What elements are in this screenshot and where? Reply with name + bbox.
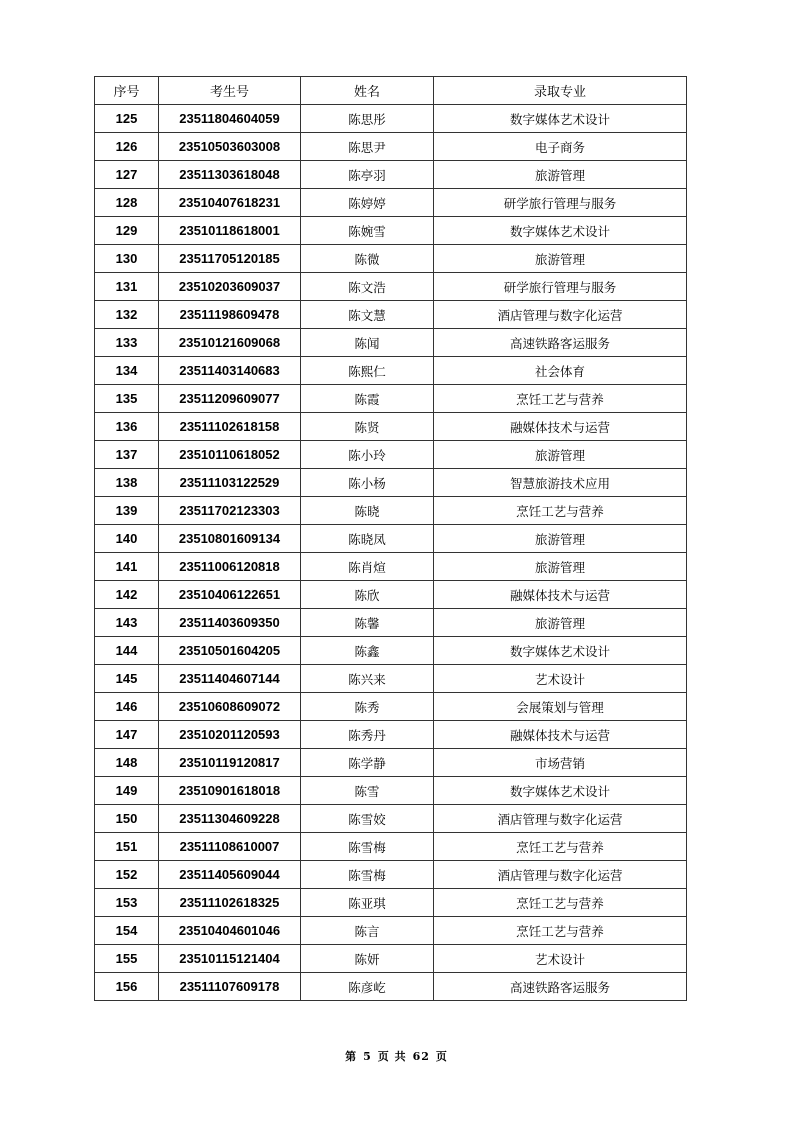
table-row bbox=[95, 105, 687, 133]
cell-major: 融媒体技术与运营 bbox=[434, 413, 687, 441]
cell-major: 旅游管理 bbox=[434, 525, 687, 553]
cell-major: 融媒体技术与运营 bbox=[434, 581, 687, 609]
table-row bbox=[95, 245, 687, 273]
cell-exam-id: 23511705120185 bbox=[159, 245, 301, 273]
table-row bbox=[95, 665, 687, 693]
cell-name: 陈鑫 bbox=[301, 637, 434, 665]
cell-name: 陈婷婷 bbox=[301, 189, 434, 217]
cell-seq: 126 bbox=[95, 133, 159, 161]
cell-major: 研学旅行管理与服务 bbox=[434, 189, 687, 217]
header-seq: 序号 bbox=[95, 77, 159, 105]
cell-name: 陈文慧 bbox=[301, 301, 434, 329]
cell-major: 数字媒体艺术设计 bbox=[434, 105, 687, 133]
cell-major: 旅游管理 bbox=[434, 441, 687, 469]
cell-exam-id: 23511006120818 bbox=[159, 553, 301, 581]
table-row bbox=[95, 917, 687, 945]
cell-exam-id: 23511108610007 bbox=[159, 833, 301, 861]
cell-exam-id: 23510110618052 bbox=[159, 441, 301, 469]
table-row bbox=[95, 833, 687, 861]
cell-name: 陈亚琪 bbox=[301, 889, 434, 917]
cell-major: 旅游管理 bbox=[434, 553, 687, 581]
cell-major: 会展策划与管理 bbox=[434, 693, 687, 721]
cell-name: 陈闻 bbox=[301, 329, 434, 357]
table-row bbox=[95, 273, 687, 301]
cell-name: 陈雪 bbox=[301, 777, 434, 805]
cell-name: 陈馨 bbox=[301, 609, 434, 637]
cell-major: 高速铁路客运服务 bbox=[434, 973, 687, 1001]
cell-name: 陈雪梅 bbox=[301, 861, 434, 889]
cell-name: 陈小玲 bbox=[301, 441, 434, 469]
cell-seq: 125 bbox=[95, 105, 159, 133]
cell-major: 研学旅行管理与服务 bbox=[434, 273, 687, 301]
table-row bbox=[95, 497, 687, 525]
cell-seq: 142 bbox=[95, 581, 159, 609]
footer-mid: 页 共 bbox=[377, 1050, 407, 1063]
table-row bbox=[95, 413, 687, 441]
cell-exam-id: 23511403140683 bbox=[159, 357, 301, 385]
table-row bbox=[95, 357, 687, 385]
cell-exam-id: 23510119120817 bbox=[159, 749, 301, 777]
cell-major: 旅游管理 bbox=[434, 245, 687, 273]
cell-major: 烹饪工艺与营养 bbox=[434, 497, 687, 525]
cell-exam-id: 23511702123303 bbox=[159, 497, 301, 525]
cell-exam-id: 23511102618158 bbox=[159, 413, 301, 441]
cell-seq: 139 bbox=[95, 497, 159, 525]
cell-exam-id: 23510121609068 bbox=[159, 329, 301, 357]
cell-major: 数字媒体艺术设计 bbox=[434, 777, 687, 805]
cell-major: 智慧旅游技术应用 bbox=[434, 469, 687, 497]
cell-exam-id: 23511209609077 bbox=[159, 385, 301, 413]
cell-major: 数字媒体艺术设计 bbox=[434, 217, 687, 245]
cell-name: 陈肖煊 bbox=[301, 553, 434, 581]
table-row bbox=[95, 301, 687, 329]
table-row bbox=[95, 133, 687, 161]
cell-seq: 154 bbox=[95, 917, 159, 945]
table-row bbox=[95, 805, 687, 833]
cell-seq: 156 bbox=[95, 973, 159, 1001]
cell-seq: 148 bbox=[95, 749, 159, 777]
table-row bbox=[95, 217, 687, 245]
cell-major: 旅游管理 bbox=[434, 161, 687, 189]
table-row bbox=[95, 721, 687, 749]
cell-name: 陈熙仁 bbox=[301, 357, 434, 385]
table-row bbox=[95, 861, 687, 889]
header-exam-id: 考生号 bbox=[159, 77, 301, 105]
cell-major: 酒店管理与数字化运营 bbox=[434, 301, 687, 329]
cell-name: 陈思尹 bbox=[301, 133, 434, 161]
table-row bbox=[95, 441, 687, 469]
cell-exam-id: 23511107609178 bbox=[159, 973, 301, 1001]
cell-major: 烹饪工艺与营养 bbox=[434, 833, 687, 861]
cell-seq: 132 bbox=[95, 301, 159, 329]
cell-major: 烹饪工艺与营养 bbox=[434, 917, 687, 945]
cell-major: 酒店管理与数字化运营 bbox=[434, 805, 687, 833]
cell-seq: 149 bbox=[95, 777, 159, 805]
cell-major: 酒店管理与数字化运营 bbox=[434, 861, 687, 889]
cell-seq: 145 bbox=[95, 665, 159, 693]
cell-major: 电子商务 bbox=[434, 133, 687, 161]
cell-name: 陈晓 bbox=[301, 497, 434, 525]
cell-seq: 151 bbox=[95, 833, 159, 861]
cell-exam-id: 23511804604059 bbox=[159, 105, 301, 133]
cell-major: 艺术设计 bbox=[434, 945, 687, 973]
header-major: 录取专业 bbox=[434, 77, 687, 105]
cell-major: 市场营销 bbox=[434, 749, 687, 777]
table-row bbox=[95, 889, 687, 917]
cell-name: 陈雪姣 bbox=[301, 805, 434, 833]
cell-seq: 128 bbox=[95, 189, 159, 217]
cell-exam-id: 23510901618018 bbox=[159, 777, 301, 805]
cell-seq: 150 bbox=[95, 805, 159, 833]
cell-major: 社会体育 bbox=[434, 357, 687, 385]
cell-seq: 155 bbox=[95, 945, 159, 973]
footer-prefix: 第 bbox=[345, 1050, 358, 1063]
cell-name: 陈欣 bbox=[301, 581, 434, 609]
cell-exam-id: 23510407618231 bbox=[159, 189, 301, 217]
cell-name: 陈思彤 bbox=[301, 105, 434, 133]
footer-suffix: 页 bbox=[435, 1050, 448, 1063]
cell-major: 数字媒体艺术设计 bbox=[434, 637, 687, 665]
cell-seq: 129 bbox=[95, 217, 159, 245]
cell-name: 陈晓凤 bbox=[301, 525, 434, 553]
cell-exam-id: 23510404601046 bbox=[159, 917, 301, 945]
cell-name: 陈小杨 bbox=[301, 469, 434, 497]
cell-exam-id: 23511304609228 bbox=[159, 805, 301, 833]
cell-seq: 131 bbox=[95, 273, 159, 301]
cell-seq: 143 bbox=[95, 609, 159, 637]
table-row bbox=[95, 749, 687, 777]
cell-exam-id: 23510203609037 bbox=[159, 273, 301, 301]
cell-seq: 146 bbox=[95, 693, 159, 721]
table-row bbox=[95, 469, 687, 497]
table-row bbox=[95, 161, 687, 189]
cell-major: 融媒体技术与运营 bbox=[434, 721, 687, 749]
header-name: 姓名 bbox=[301, 77, 434, 105]
cell-major: 烹饪工艺与营养 bbox=[434, 889, 687, 917]
cell-exam-id: 23510501604205 bbox=[159, 637, 301, 665]
table-header-row bbox=[95, 77, 687, 105]
page-footer bbox=[0, 1048, 793, 1064]
cell-name: 陈文浩 bbox=[301, 273, 434, 301]
cell-exam-id: 23510503603008 bbox=[159, 133, 301, 161]
cell-seq: 133 bbox=[95, 329, 159, 357]
table-row bbox=[95, 693, 687, 721]
cell-seq: 130 bbox=[95, 245, 159, 273]
cell-exam-id: 23510115121404 bbox=[159, 945, 301, 973]
cell-exam-id: 23511404607144 bbox=[159, 665, 301, 693]
cell-seq: 152 bbox=[95, 861, 159, 889]
footer-page-number: 5 bbox=[363, 1050, 372, 1063]
cell-name: 陈兴来 bbox=[301, 665, 434, 693]
cell-exam-id: 23510608609072 bbox=[159, 693, 301, 721]
cell-exam-id: 23510201120593 bbox=[159, 721, 301, 749]
cell-seq: 134 bbox=[95, 357, 159, 385]
cell-seq: 127 bbox=[95, 161, 159, 189]
cell-seq: 137 bbox=[95, 441, 159, 469]
table-row bbox=[95, 329, 687, 357]
cell-name: 陈亭羽 bbox=[301, 161, 434, 189]
cell-name: 陈霞 bbox=[301, 385, 434, 413]
table-row bbox=[95, 637, 687, 665]
table-row bbox=[95, 973, 687, 1001]
cell-major: 艺术设计 bbox=[434, 665, 687, 693]
table-row bbox=[95, 553, 687, 581]
cell-seq: 144 bbox=[95, 637, 159, 665]
cell-exam-id: 23511103122529 bbox=[159, 469, 301, 497]
cell-exam-id: 23511303618048 bbox=[159, 161, 301, 189]
cell-exam-id: 23511403609350 bbox=[159, 609, 301, 637]
table-row bbox=[95, 581, 687, 609]
cell-seq: 136 bbox=[95, 413, 159, 441]
table-row bbox=[95, 385, 687, 413]
cell-seq: 141 bbox=[95, 553, 159, 581]
cell-exam-id: 23510406122651 bbox=[159, 581, 301, 609]
cell-major: 高速铁路客运服务 bbox=[434, 329, 687, 357]
cell-seq: 147 bbox=[95, 721, 159, 749]
cell-name: 陈婉雪 bbox=[301, 217, 434, 245]
cell-name: 陈彦屹 bbox=[301, 973, 434, 1001]
table-row bbox=[95, 525, 687, 553]
cell-name: 陈秀丹 bbox=[301, 721, 434, 749]
cell-exam-id: 23510118618001 bbox=[159, 217, 301, 245]
cell-seq: 153 bbox=[95, 889, 159, 917]
cell-exam-id: 23511102618325 bbox=[159, 889, 301, 917]
table-row bbox=[95, 945, 687, 973]
cell-exam-id: 23510801609134 bbox=[159, 525, 301, 553]
cell-seq: 140 bbox=[95, 525, 159, 553]
cell-name: 陈贤 bbox=[301, 413, 434, 441]
cell-major: 旅游管理 bbox=[434, 609, 687, 637]
table-row bbox=[95, 609, 687, 637]
cell-seq: 138 bbox=[95, 469, 159, 497]
cell-exam-id: 23511405609044 bbox=[159, 861, 301, 889]
cell-name: 陈言 bbox=[301, 917, 434, 945]
table-row bbox=[95, 777, 687, 805]
cell-name: 陈妍 bbox=[301, 945, 434, 973]
cell-name: 陈微 bbox=[301, 245, 434, 273]
cell-exam-id: 23511198609478 bbox=[159, 301, 301, 329]
admission-table bbox=[94, 76, 687, 1001]
cell-seq: 135 bbox=[95, 385, 159, 413]
cell-name: 陈秀 bbox=[301, 693, 434, 721]
cell-name: 陈学静 bbox=[301, 749, 434, 777]
footer-total-pages: 62 bbox=[412, 1050, 430, 1063]
table-row bbox=[95, 189, 687, 217]
cell-name: 陈雪梅 bbox=[301, 833, 434, 861]
cell-major: 烹饪工艺与营养 bbox=[434, 385, 687, 413]
